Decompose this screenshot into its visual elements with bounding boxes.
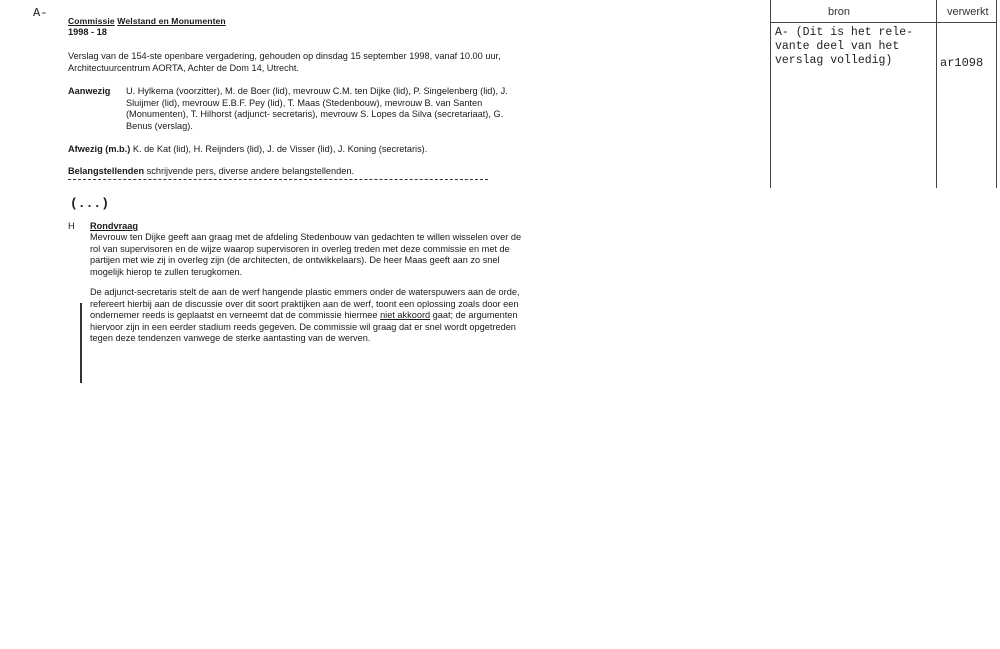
omission-mark: (...) — [70, 196, 110, 211]
para2-underlined: niet akkoord — [380, 310, 431, 320]
reference-code: ar1098 — [940, 56, 984, 70]
organization-name — [68, 16, 226, 28]
rondvraag-paragraph-2 — [90, 287, 535, 345]
intro-paragraph: Verslag van de 154-ste openbare vergadering, gehouden op dinsdag 15 september 1998, vanaf 10.00 uur, Architectuurcentrum AORTA, Achter de Dom 14, Utrecht. — [68, 51, 501, 73]
interested-text: schrijvende pers, diverse andere belangstellenden. — [146, 166, 355, 176]
table-right-border — [996, 0, 997, 188]
section-letter: H — [68, 221, 75, 231]
absent-row — [68, 144, 513, 156]
interested-row — [68, 166, 513, 178]
present-text: U. Hylkema (voorzitter), M. de Boer (lid), mevrouw C.M. ten Dijke (lid), P. Singelenberg (lid), J. Sluijmer (lid), mevrouw E.B.F. Pey (lid), T. Maas (Stedenbouw), mevrouw B. van Santen (Monumenten), T. Hilhorst (adjunct- secretaris), mevrouw S. Lopes da Silva (secretariaat), G. Benus (verslag). — [126, 86, 508, 131]
organization-prefix: Commissie — [68, 16, 115, 26]
dashed-divider — [68, 179, 488, 180]
absent-text: K. de Kat (lid), H. Reijnders (lid), J. de Visser (lid), J. Koning (secretaris). — [132, 144, 428, 154]
absent-label: Afwezig (m.b.) — [68, 144, 131, 154]
table-header-divider — [770, 22, 997, 23]
column-header-bron: bron — [828, 6, 851, 18]
source-note: A- (Dit is het rele- vante deel van het verslag volledig) — [775, 26, 914, 67]
interested-label: Belangstellenden — [68, 166, 145, 176]
column-header-verwerkt: verwerkt — [947, 6, 989, 18]
para2-after: gaat; de argumenten hiervoor zijn in een eerder stadium reeds gegeven. De commissie wil graag dat er snel wordt opgetreden tegen deze tendenzen vanwege de sterke aantasting van de werven. — [90, 310, 518, 343]
table-left-border — [770, 0, 771, 188]
corner-mark: A- — [33, 6, 48, 20]
section-title: Rondvraag — [90, 221, 138, 231]
present-label: Aanwezig — [68, 86, 111, 96]
organization-rest: Welstand en Monumenten — [117, 16, 226, 26]
rondvraag-paragraph-1: Mevrouw ten Dijke geeft aan graag met de afdeling Stedenbouw van gedachten te willen wisselen over de rol van supervisoren en de wijze waarop supervisoren in overleg treden met deze commissie en met de partijen met wie zij in overleg zijn (de architecten, de ontwikkelaars). De heer Maas geeft aan zo snel mogelijk hierop te zullen terugkomen. — [90, 232, 522, 277]
margin-bar — [80, 303, 82, 383]
document-number: 1998 - 18 — [68, 27, 107, 37]
para2-before: De adjunct-secretaris stelt de aan de werf hangende plastic emmers onder de waterspuwers aan de orde, refereert hierbij aan de discussie over dit soort praktijken aan de werf, toont een oplossing zoals door een ondernemer reeds is geplaatst en verneemt dat de commissie hiermee — [90, 287, 520, 320]
